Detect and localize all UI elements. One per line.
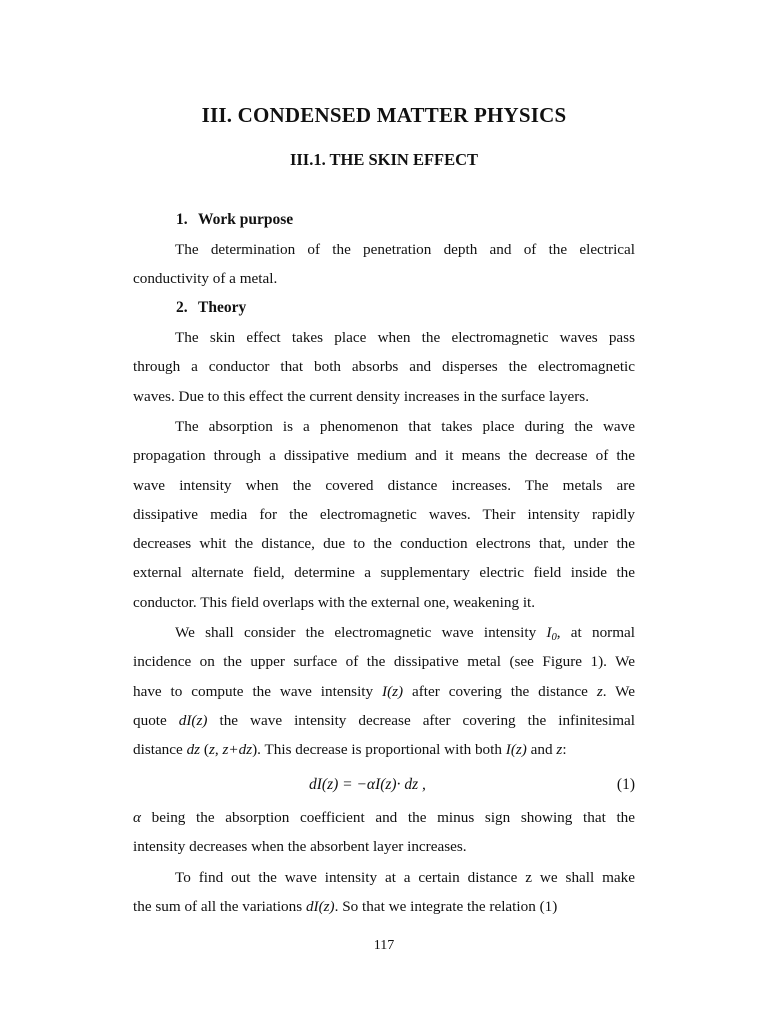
- equation-number: (1): [616, 776, 635, 793]
- text-line: [133, 706, 635, 735]
- equation-1: [133, 772, 635, 802]
- text-span: . So that we integrate the relation (1): [334, 898, 558, 916]
- text-span: have to compute the wave intensity: [133, 682, 374, 700]
- equation-body: dI(z) = −αI(z)· dz ,: [309, 776, 426, 793]
- symbol-dIz: dI(z): [178, 711, 208, 729]
- symbol-Iz: I(z): [382, 682, 404, 700]
- paragraph-purpose: [133, 235, 635, 294]
- text-line: incidence on the upper surface of the dissipative metal (see Figure 1). We: [133, 653, 635, 671]
- text-line: The skin effect takes place when the electromagnetic waves pass: [175, 329, 635, 346]
- symbol-text: I: [546, 624, 552, 641]
- text-span: :: [562, 741, 567, 759]
- paragraph-theory-1: [133, 323, 635, 411]
- paragraph-after-equation: [133, 803, 635, 862]
- symbol-Iz: I(z): [505, 741, 527, 759]
- symbol-z: z: [208, 741, 215, 759]
- symbol-I0: [546, 624, 556, 641]
- heading-number: 2.: [176, 299, 188, 316]
- text-line: To find out the wave intensity at a certain distance z we shall make: [175, 869, 635, 886]
- text-span: being the absorption coefficient and the minus sign showing that the: [151, 809, 635, 826]
- text-line: waves. Due to this effect the current density increases in the surface layers.: [133, 387, 590, 405]
- symbol-dz: dz: [186, 741, 201, 759]
- text-line: decreases whit the distance, due to the conduction electrons that, under the: [133, 535, 635, 553]
- text-line: through a conductor that both absorbs and disperses the electromagnetic: [133, 358, 635, 376]
- text-line: [133, 803, 635, 832]
- text-line: conductor. This field overlaps with the external one, weakening it.: [133, 593, 536, 611]
- text-span: , at normal: [556, 624, 635, 641]
- text-span: distance: [133, 741, 183, 759]
- text-line: [133, 735, 635, 764]
- text-line: conductivity of a metal.: [133, 270, 278, 288]
- symbol-z: z: [596, 682, 603, 700]
- text-span: after covering the distance: [412, 682, 588, 700]
- text-line: The determination of the penetration depth and of the electrical: [175, 241, 635, 258]
- paragraph-theory-3: [133, 618, 635, 764]
- text-line: The absorption is a phenomenon that takes place during the wave: [175, 418, 635, 435]
- symbol-zdz: z+dz: [222, 741, 253, 759]
- text-line: external alternate field, determine a supplementary electric field inside the: [133, 564, 635, 582]
- text-span: quote: [133, 711, 167, 729]
- text-span: (: [203, 741, 209, 759]
- text-line: wave intensity when the covered distance increases. The metals are: [133, 476, 635, 494]
- heading-label: Theory: [198, 299, 247, 316]
- heading-work-purpose: [176, 211, 293, 229]
- text-line: [133, 618, 635, 647]
- text-line: dissipative media for the electromagnetic waves. Their intensity rapidly: [133, 505, 635, 523]
- heading-number: 1.: [176, 211, 188, 228]
- text-line: [133, 892, 635, 921]
- symbol-z: z: [556, 741, 563, 759]
- text-span: the wave intensity decrease after covering the infinitesimal: [219, 711, 636, 729]
- text-span: We shall consider the electromagnetic wave intensity: [175, 624, 537, 641]
- paragraph-theory-4: [133, 863, 635, 922]
- text-span: and: [530, 741, 553, 759]
- chapter-title: III. CONDENSED MATTER PHYSICS: [201, 103, 567, 127]
- subscript: 0: [551, 632, 557, 643]
- section-title: III.1. THE SKIN EFFECT: [289, 150, 479, 169]
- symbol-alpha: α: [133, 809, 141, 826]
- heading-label: Work purpose: [198, 211, 294, 228]
- heading-theory: [176, 299, 246, 317]
- page-number: 117: [373, 938, 395, 953]
- text-line: propagation through a dissipative medium and it means the decrease of the: [133, 447, 635, 465]
- text-span: the sum of all the variations: [133, 898, 303, 916]
- text-line: intensity decreases when the absorbent layer increases.: [133, 838, 467, 856]
- symbol-dIz: dI(z): [305, 898, 335, 916]
- text-span: . We: [602, 682, 636, 700]
- text-line: [133, 677, 635, 706]
- text-span: ). This decrease is proportional with both: [252, 741, 502, 759]
- text-span: ,: [214, 741, 219, 759]
- paragraph-theory-2: [133, 412, 635, 617]
